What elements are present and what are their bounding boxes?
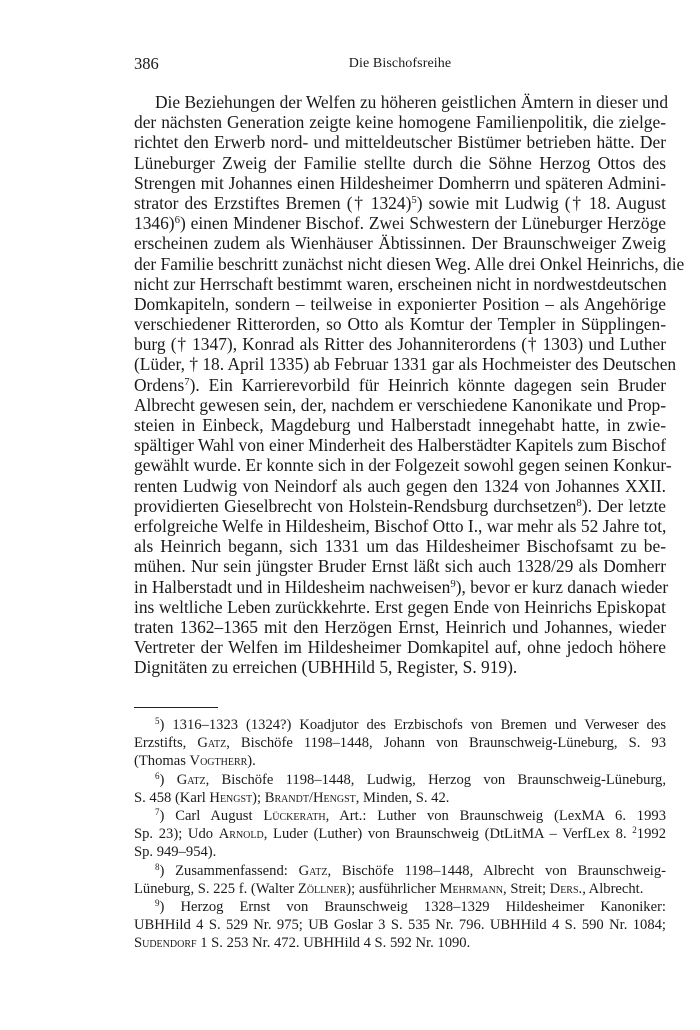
edition-superscript: 2 (632, 825, 637, 836)
running-header (134, 54, 666, 74)
text-segment: , Luder (Luther) von Braunschweig (DtLitMA – VerfLex 8. (263, 826, 633, 843)
body-line: der Familie beschritt zunächst nicht diesen Weg. Alle drei Onkel Heinrichs, die (134, 253, 685, 274)
text-segment: , Art.: Luther von Braunschweig (LexMA 6. 1993 (325, 807, 666, 824)
body-line: Die Beziehungen der Welfen zu höheren geistlichen Ämtern in dieser und (155, 92, 669, 112)
body-line (134, 193, 666, 213)
text-segment: Erzstifts, (134, 735, 198, 752)
text-segment: (Thomas (134, 753, 190, 770)
body-paragraph (134, 92, 685, 678)
body-line: mühen. Nur sein jüngster Bruder Ernst läßt sich auch 1328/29 als Domherr (134, 556, 666, 577)
text-segment: Lüneburg, S. 225 f. (Walter (134, 880, 298, 897)
author-name: Hengst (209, 789, 253, 806)
footnote-number: 6 (155, 770, 160, 781)
footnote-line (134, 752, 666, 770)
footnote-ref-9[interactable]: 9 (450, 577, 456, 590)
body-line: Strengen mit Johannes einen Hildesheimer Domherrn und späteren Admini- (134, 172, 666, 193)
text-segment: ); (252, 789, 265, 806)
footnote-line (134, 825, 666, 843)
footnote-line: UBHHild 4 S. 529 Nr. 975; UB Goslar 3 S. 535 Nr. 796. UBHHild 4 S. 590 Nr. 1084; (134, 917, 666, 934)
footnotes (134, 716, 666, 952)
body-line: renten Ludwig von Neindorf als auch gegen den 1324 von Johannes XXII. (134, 475, 666, 496)
body-line: Dignitäten zu erreichen (UBHHild 5, Register, S. 919). (134, 657, 518, 678)
text-segment: Ordens (134, 374, 185, 395)
footnote-ref-8[interactable]: 8 (576, 496, 582, 509)
body-line: verschiedener Ritterorden, so Otto als Komtur der Templer in Süpplingen- (134, 314, 666, 335)
text-segment: Zusammenfassend: (175, 862, 299, 879)
body-line: Vertreter der Welfen im Hildesheimer Domkapitel auf, ohne jedoch höhere (134, 637, 666, 658)
footnote-line (134, 880, 666, 898)
body-line: steien in Einbeck, Magdeburg und Halberstadt innegehabt hatte, in zwie- (134, 415, 666, 435)
body-line: ins weltliche Leben zurückkehrte. Erst gegen Ende von Heinrichs Episkopat (134, 596, 666, 617)
footnote-number: 7 (155, 806, 160, 817)
footnote-line (134, 734, 666, 752)
text-segment: ), bevor er kurz danach wieder (455, 576, 669, 597)
author-name: Ders. (549, 880, 583, 897)
text-segment: ); ausführlicher (346, 880, 440, 897)
text-segment: , Minden, S. 42. (355, 789, 450, 806)
footnote-7: $^7$) Carl August Lückerath, Art.: Luther von Braunschweig (LexMA 6. 1993 (155, 806, 666, 824)
author-name: Arnold (218, 826, 264, 843)
text-segment: in Halberstadt und in Hildesheim nachweisen (134, 576, 451, 597)
body-line: erfolgreiche Welfe in Hildesheim, Bischof Otto I., war mehr als 52 Jahre tot, (134, 515, 667, 536)
body-line: als Heinrich begann, sich 1331 um das Hildesheimer Bischofsamt zu be- (134, 536, 666, 557)
text-segment: Herzog Ernst von Braunschweig 1328–1329 Hildesheimer Kanoniker: (180, 898, 666, 915)
text-segment: ). Der letzte (581, 495, 666, 516)
text-segment: , Bischöfe 1198–1448, Johann von Braunschweig-Lüneburg, S. 93 (226, 735, 666, 752)
body-line (134, 496, 666, 516)
author-name: Gatz (298, 862, 328, 879)
author-name: Lückerath (263, 807, 326, 824)
page-number: 386 (134, 54, 159, 73)
text-segment: ) einen Mindener Bischof. Zwei Schwestern der Lüneburger Herzöge (179, 213, 666, 234)
footnote-ref-5[interactable]: 5 (411, 194, 417, 207)
body-line: traten 1362–1365 mit den Herzögen Ernst, Heinrich und Johannes, wieder (134, 616, 666, 637)
text-segment: 1992 (636, 826, 666, 843)
footnote-ref-6[interactable]: 6 (174, 214, 180, 227)
text-segment: S. 458 (Karl (134, 789, 210, 806)
author-name: Zöllner (297, 880, 347, 897)
footnote-separator (134, 707, 218, 708)
footnote-line (134, 789, 666, 807)
footnote-5: $^5$) 1316–1323 (1324?) Koadjutor des Erzbischofs von Bremen und Verweser des (155, 716, 667, 733)
text-segment: , Streit; (503, 880, 550, 897)
footnote-ref-7[interactable]: 7 (184, 375, 190, 388)
text-segment: providierten Gieselbrecht von Holstein-Rendsburg durchsetzen (134, 495, 577, 516)
body-line: nicht zur Herrschaft bestimmt waren, erscheinen nicht in nordwestdeutschen (134, 273, 667, 294)
text-segment: 1316–1323 (1324?) Koadjutor des Erzbischofs von Bremen und Verweser des (172, 717, 667, 733)
author-name: Gatz (197, 735, 227, 752)
body-line: richtet den Erwerb nord- und mitteldeutscher Bistümer betrieben hätte. Der (134, 132, 666, 153)
text-segment: ). Ein Karrierevorbild für Heinrich könnte dagegen sein Bruder (189, 374, 666, 395)
author-name: Brandt/Hengst (264, 789, 356, 806)
body-line: (Lüder, † 18. April 1335) ab Februar 1331 gar als Hochmeister des Deutschen (134, 354, 677, 375)
footnote-line: Sp. 949–954). (134, 844, 217, 861)
text-segment: 1346) (134, 213, 175, 234)
footnote-6: $^6$) Gatz, Bischöfe 1198–1448, Ludwig, Herzog von Braunschweig-Lüneburg, (155, 770, 666, 788)
footnote-number: 9 (155, 897, 160, 908)
body-line: gewählt wurde. Er konnte sich in der Folgezeit sowohl gegen seinen Konkur- (134, 455, 672, 476)
text-segment: , Bischöfe 1198–1448, Albrecht von Braunschweig- (327, 862, 666, 879)
text-segment: ) sowie mit Ludwig († 18. August (416, 192, 666, 213)
footnote-8: $^8$) Zusammenfassend: Gatz, Bischöfe 1198–1448, Albrecht von Braunschweig- (155, 861, 666, 879)
body-line: Lüneburger Zweig der Familie stellte durch die Söhne Herzog Ottos des (134, 152, 666, 173)
body-line: Albrecht gewesen sein, der, nachdem er verschiedene Kanonikate und Prop- (134, 394, 666, 415)
author-name: Gatz (176, 771, 206, 788)
text-segment: ). (247, 753, 256, 770)
footnote-number: 8 (155, 861, 160, 872)
text-segment: , Albrecht. (582, 880, 644, 897)
author-name: Vogtherr (189, 753, 248, 770)
body-line: Domkapiteln, sondern – teilweise in exponierter Position – als Angehörige (134, 293, 666, 314)
body-line: erscheinen zudem als Wienhäuser Äbtissinnen. Der Braunschweiger Zweig (134, 233, 666, 254)
text-segment: Carl August (175, 807, 264, 824)
text-segment: Sp. 23); Udo (134, 826, 219, 843)
body-line: der nächsten Generation zeigte keine homogene Familienpolitik, die zielge- (134, 112, 666, 133)
body-line (134, 576, 669, 597)
footnote-9: $^9$) Herzog Ernst von Braunschweig 1328–1329 Hildesheimer Kanoniker: (155, 897, 666, 915)
footnote-line (134, 934, 666, 952)
body-line: burg († 1347), Konrad als Ritter des Johanniterordens († 1303) und Luther (134, 334, 666, 355)
text-segment: , Bischöfe 1198–1448, Ludwig, Herzog von Braunschweig-Lüneburg, (205, 771, 666, 788)
author-name: Mehrmann (439, 880, 504, 897)
text-segment: 1 S. 253 Nr. 472. UBHHild 4 S. 592 Nr. 1090. (196, 935, 471, 952)
text-segment: strator des Erzstiftes Bremen († 1324) (134, 192, 412, 213)
body-line: spältiger Wahl von einer Minderheit des Halberstädter Kapitels zum Bischof (134, 435, 666, 456)
body-line (134, 213, 666, 233)
body-line (134, 375, 666, 395)
author-name: Sudendorf (134, 935, 197, 952)
footnote-number: 5 (155, 716, 160, 727)
running-title: Die Bischofsreihe (348, 56, 452, 71)
